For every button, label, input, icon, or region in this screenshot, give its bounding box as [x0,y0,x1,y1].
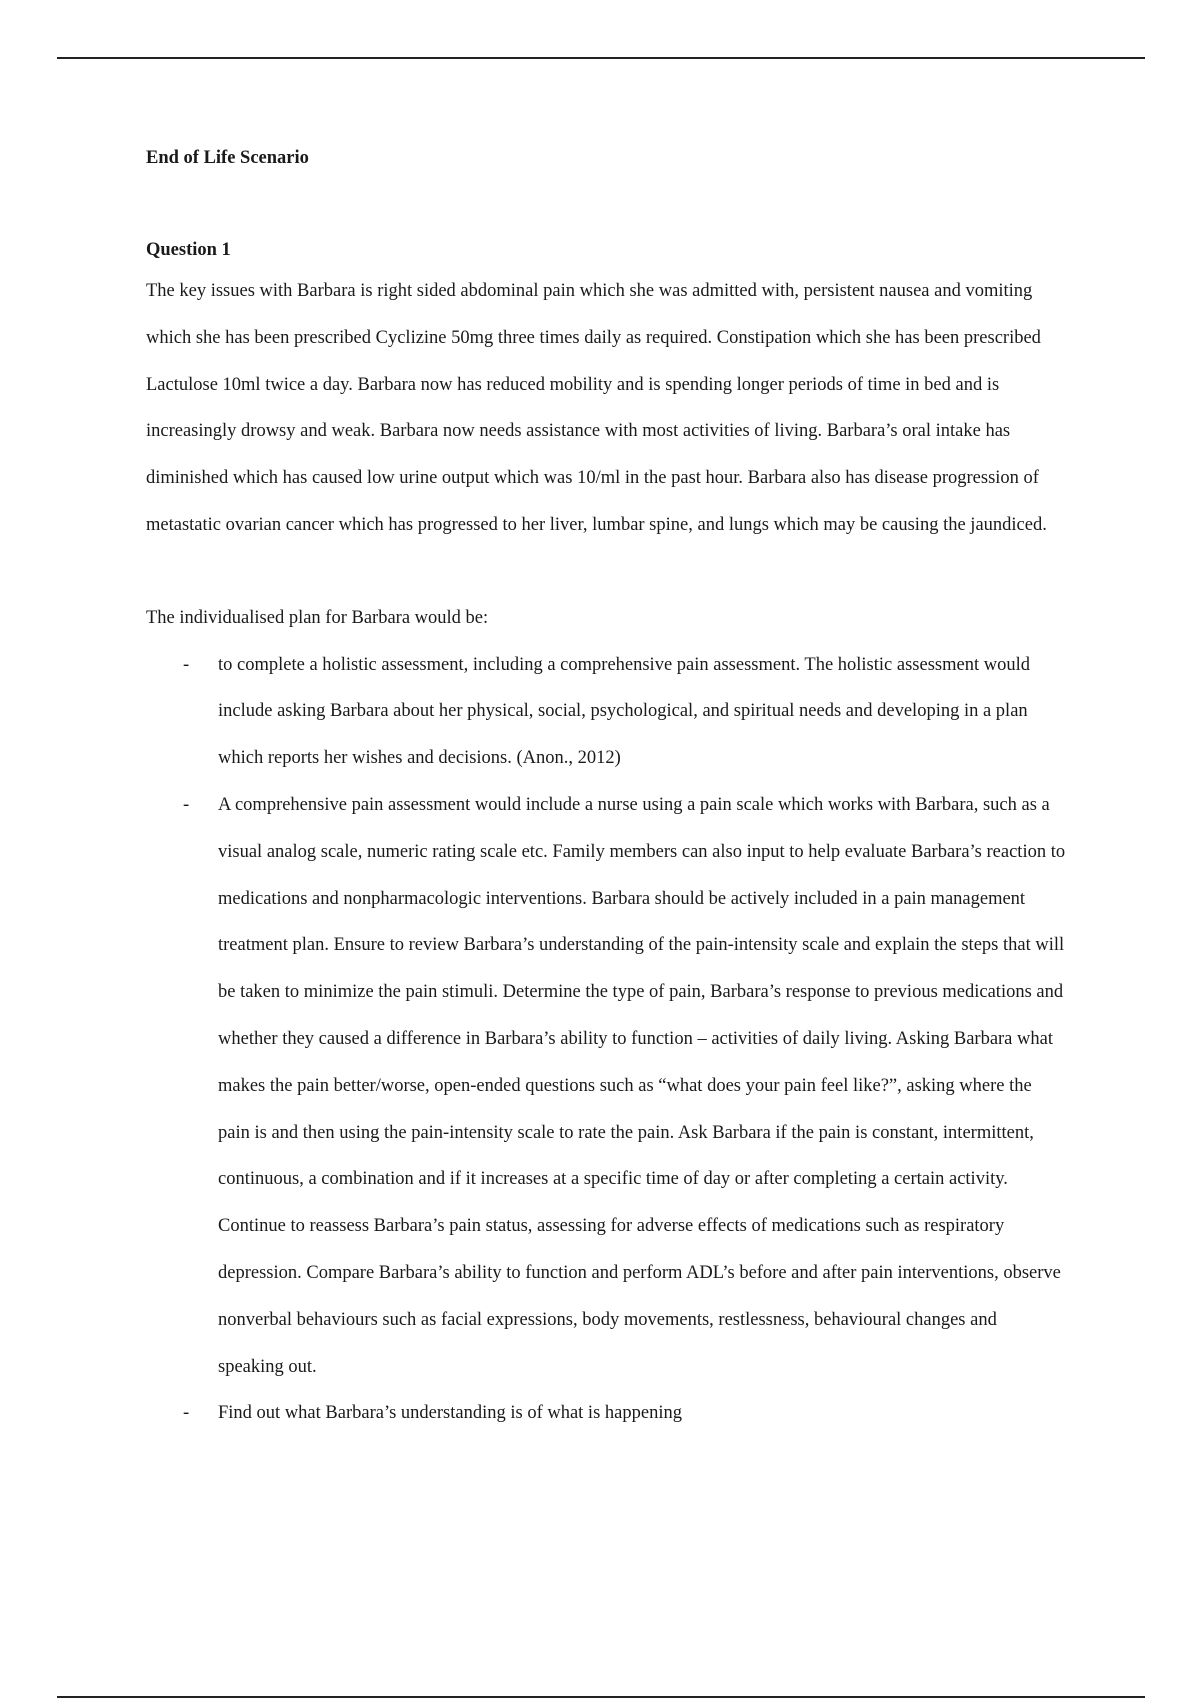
plan-item-text: to complete a holistic assessment, including a comprehensive pain assessment. The holistic assessment would include asking Barbara about her physical, social, psychological, and spiritual needs and developing in a plan which reports her wishes and decisions. (Anon., 2012) [218,654,1030,769]
bullet-dash: - [183,794,190,815]
bullet-dash: - [183,1403,190,1424]
plan-item-text: A comprehensive pain assessment would include a nurse using a pain scale which works with Barbara, such as a visual analog scale, numeric rating scale etc. Family members can also input to help evaluate Barbara’s reaction to medications and nonpharmacologic interventions. Barbara should be actively included in a pain management treatment plan. Ensure to review Barbara’s understanding of the pain-intensity scale and explain the steps that will be taken to minimize the pain stimuli. Determine the type of pain, Barbara’s response to previous medications and whether they caused a difference in Barbara’s ability to function – activities of daily living. Asking Barbara what makes the pain better/worse, open-ended questions such as “what does your pain feel like?”, asking where the pain is and then using the pain-intensity scale to rate the pain. Ask Barbara if the pain is constant, intermittent, continuous, a combination and if it increases at a specific time of day or after completing a certain activity. Continue to reassess Barbara’s pain status, assessing for adverse effects of medications such as respiratory depression. Compare Barbara’s ability to function and perform ADL’s before and after pain interventions, observe nonverbal behaviours such as facial expressions, body movements, restlessness, behavioural changes and speaking out. [218,794,1066,1377]
page-top-rule [57,57,1145,59]
question-body-paragraph: The key issues with Barbara is right sided abdominal pain which she was admitted with, persistent nausea and vomiting which she has been prescribed Cyclizine 50mg three times daily as required. Constipation which she has been prescribed Lactulose 10ml twice a day. Barbara now has reduced mobility and is spending longer periods of time in bed and is increasingly drowsy and weak. Barbara now needs assistance with most activities of living. Barbara’s oral intake has diminished which has caused low urine output which was 10/ml in the past hour. Barbara also has disease progression of metastatic ovarian cancer which has progressed to her liver, lumbar spine, and lungs which may be causing the jaundiced. [146,281,1047,535]
plan-item-pain-assessment [146,782,1066,1390]
plan-intro: The individualised plan for Barbara would be: [146,607,489,628]
plan-list [146,642,1066,1438]
question-heading: Question 1 [146,240,231,260]
document-title: End of Life Scenario [146,148,309,168]
document-body [146,144,1066,1437]
page-bottom-rule [57,1696,1145,1698]
bullet-dash: - [183,654,190,675]
plan-item-understanding [146,1390,1066,1437]
plan-item-holistic-assessment [146,642,1066,782]
plan-item-text: Find out what Barbara’s understanding is of what is happening [218,1403,682,1424]
